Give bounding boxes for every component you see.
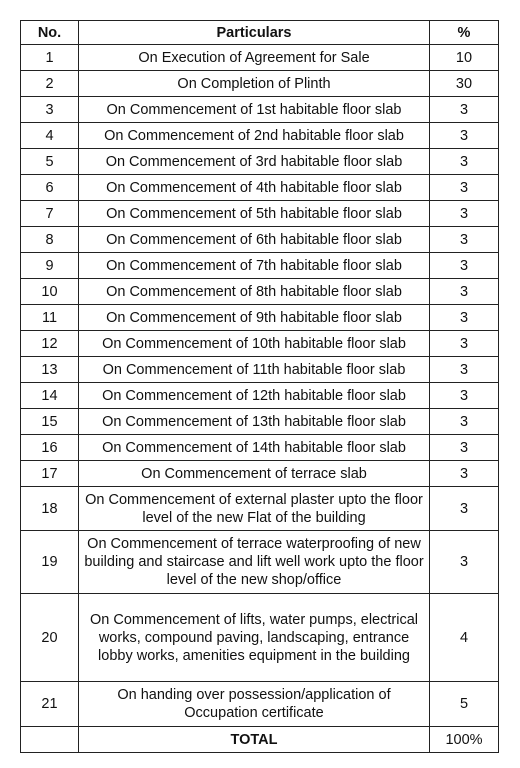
table-row	[21, 97, 499, 123]
row-no: 6	[21, 175, 79, 201]
table-row	[21, 357, 499, 383]
row-no: 17	[21, 461, 79, 487]
row-particulars: On Commencement of 9th habitable floor slab	[79, 305, 430, 331]
row-particulars: On Commencement of 2nd habitable floor slab	[79, 123, 430, 149]
row-particulars: On Commencement of 11th habitable floor slab	[79, 357, 430, 383]
row-particulars: On Commencement of 4th habitable floor slab	[79, 175, 430, 201]
total-label: TOTAL	[79, 727, 430, 753]
row-no: 5	[21, 149, 79, 175]
header-no: No.	[21, 21, 79, 45]
table-row	[21, 279, 499, 305]
table-row	[21, 461, 499, 487]
table-row	[21, 682, 499, 727]
table-header-row	[21, 21, 499, 45]
row-percent: 3	[430, 149, 499, 175]
row-particulars: On Commencement of terrace waterproofing of new building and staircase and lift well work upto the floor level of the new shop/office	[79, 531, 430, 594]
table-row	[21, 201, 499, 227]
row-particulars: On Commencement of 7th habitable floor slab	[79, 253, 430, 279]
row-percent: 10	[430, 45, 499, 71]
table-row	[21, 45, 499, 71]
row-particulars: On Commencement of 13th habitable floor slab	[79, 409, 430, 435]
table-row	[21, 123, 499, 149]
row-percent: 3	[430, 409, 499, 435]
row-particulars: On Commencement of 8th habitable floor slab	[79, 279, 430, 305]
row-no: 10	[21, 279, 79, 305]
row-percent: 3	[430, 487, 499, 531]
row-no: 13	[21, 357, 79, 383]
row-no: 20	[21, 594, 79, 682]
row-particulars: On Execution of Agreement for Sale	[79, 45, 430, 71]
table-row	[21, 594, 499, 682]
row-no: 4	[21, 123, 79, 149]
row-percent: 5	[430, 682, 499, 727]
row-percent: 3	[430, 175, 499, 201]
row-percent: 30	[430, 71, 499, 97]
row-particulars: On Completion of Plinth	[79, 71, 430, 97]
row-percent: 3	[430, 357, 499, 383]
row-particulars: On Commencement of 3rd habitable floor slab	[79, 149, 430, 175]
row-percent: 3	[430, 279, 499, 305]
table-row	[21, 305, 499, 331]
table-row	[21, 331, 499, 357]
table-row	[21, 531, 499, 594]
row-particulars: On Commencement of 12th habitable floor slab	[79, 383, 430, 409]
row-particulars: On Commencement of 6th habitable floor slab	[79, 227, 430, 253]
row-no: 12	[21, 331, 79, 357]
row-no: 8	[21, 227, 79, 253]
row-percent: 3	[430, 227, 499, 253]
row-particulars: On Commencement of 10th habitable floor slab	[79, 331, 430, 357]
row-percent: 3	[430, 253, 499, 279]
row-particulars: On Commencement of 14th habitable floor slab	[79, 435, 430, 461]
table-row	[21, 253, 499, 279]
row-no: 19	[21, 531, 79, 594]
row-particulars: On Commencement of 5th habitable floor slab	[79, 201, 430, 227]
row-percent: 3	[430, 531, 499, 594]
row-percent: 3	[430, 435, 499, 461]
row-no: 3	[21, 97, 79, 123]
row-particulars: On Commencement of external plaster upto the floor level of the new Flat of the building	[79, 487, 430, 531]
row-particulars: On Commencement of 1st habitable floor slab	[79, 97, 430, 123]
row-percent: 3	[430, 201, 499, 227]
table-row	[21, 175, 499, 201]
header-particulars: Particulars	[79, 21, 430, 45]
total-row	[21, 727, 499, 753]
row-no: 1	[21, 45, 79, 71]
row-percent: 3	[430, 305, 499, 331]
row-particulars: On Commencement of lifts, water pumps, electrical works, compound paving, landscaping, entrance lobby works, amenities equipment in the building	[79, 594, 430, 682]
payment-schedule-table	[20, 20, 499, 753]
row-percent: 3	[430, 331, 499, 357]
row-percent: 3	[430, 97, 499, 123]
row-percent: 3	[430, 461, 499, 487]
total-no-cell	[21, 727, 79, 753]
row-no: 7	[21, 201, 79, 227]
row-percent: 4	[430, 594, 499, 682]
header-percent: %	[430, 21, 499, 45]
row-no: 15	[21, 409, 79, 435]
table-row	[21, 487, 499, 531]
total-percent: 100%	[430, 727, 499, 753]
table-row	[21, 409, 499, 435]
row-no: 9	[21, 253, 79, 279]
table-row	[21, 383, 499, 409]
table-row	[21, 149, 499, 175]
row-no: 2	[21, 71, 79, 97]
row-no: 21	[21, 682, 79, 727]
row-no: 11	[21, 305, 79, 331]
row-percent: 3	[430, 123, 499, 149]
table-row	[21, 435, 499, 461]
table-row	[21, 227, 499, 253]
table-row	[21, 71, 499, 97]
row-particulars: On Commencement of terrace slab	[79, 461, 430, 487]
row-no: 18	[21, 487, 79, 531]
row-percent: 3	[430, 383, 499, 409]
row-no: 14	[21, 383, 79, 409]
row-particulars: On handing over possession/application of Occupation certificate	[79, 682, 430, 727]
row-no: 16	[21, 435, 79, 461]
